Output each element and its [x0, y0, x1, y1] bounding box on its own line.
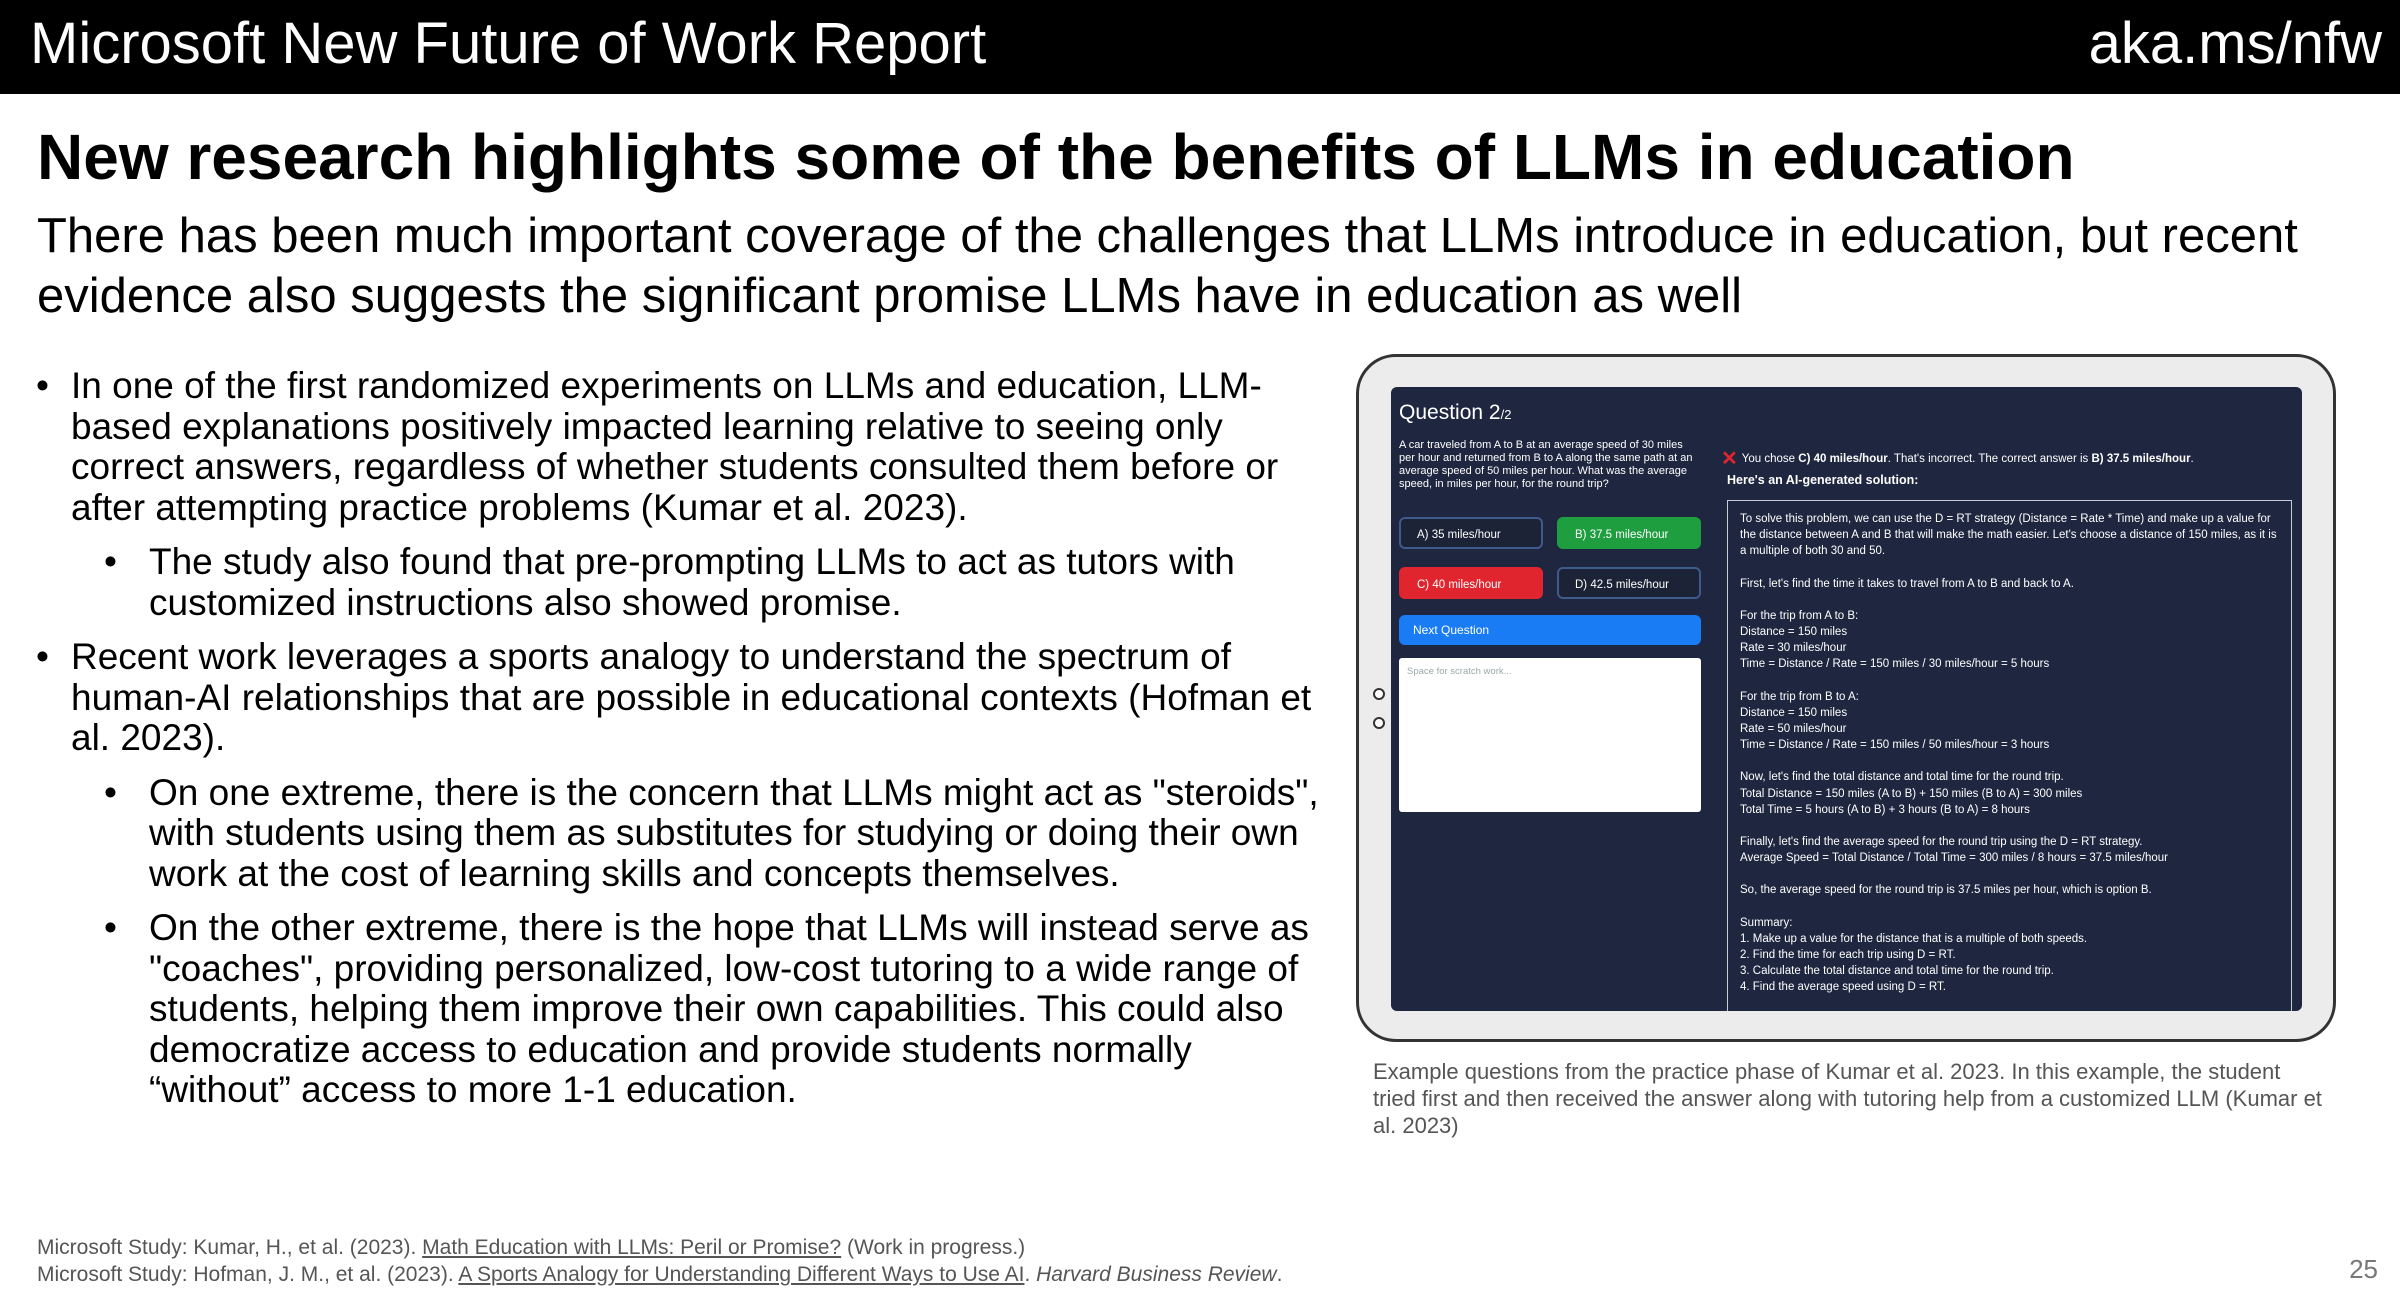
solution-line: For the trip from A to B: [1740, 609, 1859, 622]
option-c-button[interactable]: C) 40 miles/hour [1399, 567, 1543, 599]
option-a-button[interactable]: A) 35 miles/hour [1399, 517, 1543, 549]
solution-paragraph [1740, 769, 2279, 818]
solution-line: Total Time = 5 hours (A to B) + 3 hours (B to A) = 8 hours [1740, 803, 2030, 816]
tablet-screen [1391, 387, 2302, 1011]
solution-paragraph [1740, 882, 2279, 898]
sub-bullet-item: • On the other extreme, there is the hope that LLMs will instead serve as "coaches", providing personalized, low-cost tutoring to a wide range of students, helping them improve their own capabilities. This could also democratize access to education and provide students normally “without” access to more 1-1 education. [36, 908, 1336, 1111]
slide-headline: New research highlights some of the benefits of LLMs in education [37, 121, 2075, 193]
scratch-work-input[interactable]: Space for scratch work... [1399, 658, 1701, 812]
solution-line: Rate = 50 miles/hour [1740, 723, 1847, 736]
camera-dot-icon [1373, 688, 1385, 700]
solution-line: 4. Find the average speed using D = RT. [1740, 981, 1946, 994]
solution-line: To solve this problem, we can use the D = RT strategy (Distance = Rate * Time) and make up a value for the distance between A and B that will make the math easier. Let's choose a distance of 150 miles, as it is a multiple of both 30 and 50. [1740, 513, 2277, 558]
solution-line: 1. Make up a value for the distance that is a multiple of both speeds. [1740, 932, 2088, 945]
answer-feedback: ✕ You chose C) 40 miles/hour. That's incorrect. The correct answer is B) 37.5 miles/hour. [1721, 448, 2194, 470]
solution-line: Time = Distance / Rate = 150 miles / 30 miles/hour = 5 hours [1740, 658, 2050, 671]
option-b-button[interactable]: B) 37.5 miles/hour [1557, 517, 1701, 549]
solution-line: Total Distance = 150 miles (A to B) + 150 miles (B to A) = 300 miles [1740, 787, 2083, 800]
reference-2: Microsoft Study: Hofman, J. M., et al. (2023). A Sports Analogy for Understanding Different Ways to Use AI. Harvard Business Review. [37, 1263, 1283, 1286]
camera-dot-icon [1373, 717, 1385, 729]
solution-box [1727, 500, 2292, 1011]
solution-line: Average Speed = Total Distance / Total Time = 300 miles / 8 hours = 37.5 miles/hour [1740, 852, 2168, 865]
bullet-item: • In one of the first randomized experiments on LLMs and education, LLM-based explanations positively impacted learning relative to seeing only correct answers, regardless of whether students consulted them before or after attempting practice problems (Kumar et al. 2023). [36, 366, 1336, 528]
solution-line: Rate = 30 miles/hour [1740, 642, 1847, 655]
solution-paragraph [1740, 608, 2279, 673]
sub-bullet-item: • The study also found that pre-prompting LLMs to act as tutors with customized instructions also showed promise. [36, 542, 1336, 623]
reference-2-link[interactable]: A Sports Analogy for Understanding Different Ways to Use AI [458, 1263, 1025, 1286]
reference-1: Microsoft Study: Kumar, H., et al. (2023). Math Education with LLMs: Peril or Promise? (Work in progress.) [37, 1236, 1026, 1259]
question-counter: /2 [1500, 407, 1512, 422]
solution-line: First, let's find the time it takes to travel from A to B and back to A. [1740, 577, 2074, 590]
reference-1-link[interactable]: Math Education with LLMs: Peril or Promise? [422, 1236, 842, 1259]
solution-line: Time = Distance / Rate = 150 miles / 50 miles/hour = 3 hours [1740, 739, 2050, 752]
option-d-button[interactable]: D) 42.5 miles/hour [1557, 567, 1701, 599]
image-caption: Example questions from the practice phase of Kumar et al. 2023. In this example, the student tried first and then received the answer along with tutoring help from a customized LLM (Kumar et al. 2023) [1373, 1059, 2322, 1138]
bullet-list [36, 366, 1336, 1125]
report-link[interactable]: aka.ms/nfw [2088, 11, 2382, 76]
sub-bullet-item: • On one extreme, there is the concern that LLMs might act as "steroids", with students using them as substitutes for studying or doing their own work at the cost of learning skills and concepts themselves. [36, 773, 1336, 895]
solution-line: Summary: [1740, 916, 1793, 929]
bullet-item: • Recent work leverages a sports analogy to understand the spectrum of human-AI relationships that are possible in educational contexts (Hofman et al. 2023). [36, 637, 1336, 759]
solution-line: So, the average speed for the round trip is 37.5 miles per hour, which is option B. [1740, 884, 2152, 897]
solution-line: Distance = 150 miles [1740, 706, 1848, 719]
solution-paragraph [1740, 834, 2279, 866]
solution-paragraph [1740, 915, 2279, 996]
question-title: Question 2/2 [1399, 401, 1512, 424]
solution-line: Now, let's find the total distance and total time for the round trip. [1740, 771, 2064, 784]
slide-subheadline: There has been much important coverage of the challenges that LLMs introduce in education, but recent evidence also suggests the significant promise LLMs have in education as well [37, 209, 2298, 323]
solution-paragraph [1740, 689, 2279, 754]
solution-heading: Here's an AI-generated solution: [1727, 473, 1919, 487]
incorrect-x-icon: ✕ [1721, 448, 1738, 470]
report-title: Microsoft New Future of Work Report [30, 11, 987, 76]
page-number: 25 [2349, 1254, 2378, 1284]
references [37, 1234, 1282, 1288]
solution-paragraph [1740, 511, 2279, 560]
solution-line: Distance = 150 miles [1740, 626, 1848, 639]
top-banner [0, 0, 2400, 94]
solution-line: 3. Calculate the total distance and total time for the round trip. [1740, 965, 2054, 978]
solution-line: 2. Find the time for each trip using D = RT. [1740, 949, 1956, 962]
next-question-button[interactable]: Next Question [1399, 615, 1701, 645]
tablet-frame [1356, 354, 2336, 1042]
question-text: A car traveled from A to B at an average speed of 30 miles per hour and returned from B to A along the same path at an average speed of 50 miles per hour. What was the average speed, in miles per hour, for the round trip? [1399, 439, 1693, 490]
solution-line: Finally, let's find the average speed for the round trip using the D = RT strategy. [1740, 836, 2143, 849]
solution-line: For the trip from B to A: [1740, 690, 1859, 703]
solution-paragraph [1740, 576, 2279, 592]
